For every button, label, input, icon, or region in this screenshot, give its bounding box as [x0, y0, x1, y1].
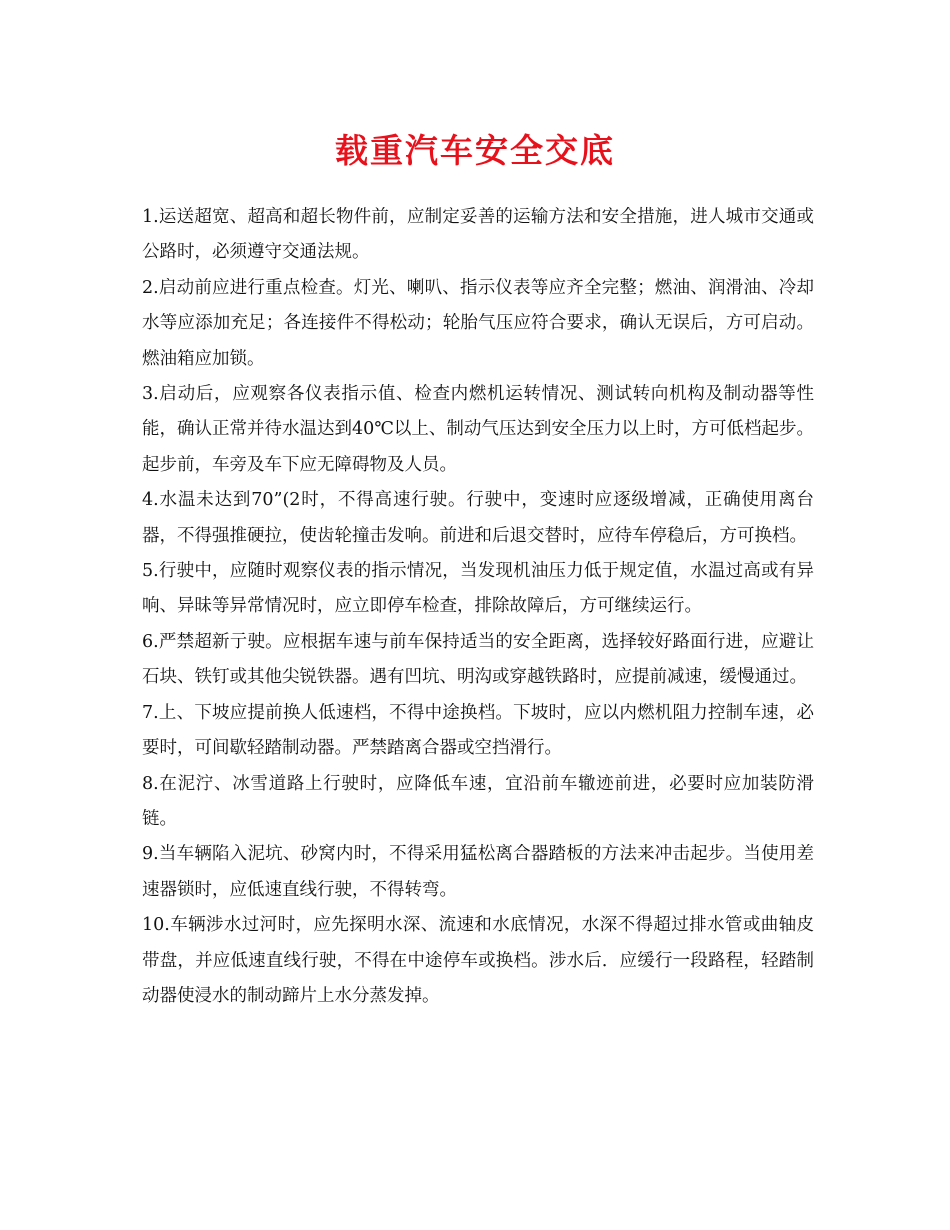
clause-10: 10.车辆涉水过河时，应先探明水深、流速和水底情况，水深不得超过排水管或曲轴皮带盘，并应低速直线行驶，不得在中途停车或换档。涉水后．应缓行一段路程，轻踏制动器使浸水的制动蹄片上水分蒸发掉。	[142, 915, 814, 1006]
clause-1: 1.运送超宽、超高和超长物件前，应制定妥善的运输方法和安全措施，进人城市交通或公路时，必须遵守交通法规。	[142, 207, 814, 263]
clause-5: 5.行驶中，应随时观察仪表的指示情况，当发现机油压力低于规定值，水温过高或有异响、异昧等异常情况时，应立即停车检查，排除故障后，方可继续运行。	[142, 561, 814, 617]
clause-2: 2.启动前应进行重点检查。灯光、喇叭、指示仪表等应齐全完整；燃油、润滑油、冷却水等应添加充足；各连接件不得松动；轮胎气压应符合要求，确认无误后，方可启动。燃油箱应加锁。	[142, 277, 814, 369]
document-title: 载重汽车安全交底	[335, 131, 615, 170]
clause-4: 4.水温未达到70”(2时，不得高速行驶。行驶中，变速时应逐级增减，正确使用离台器，不得强推硬拉，使齿轮撞击发响。前进和后退交替时，应待车停稳后，方可换档。	[142, 490, 814, 546]
clause-6: 6.严禁超新亍驶。应根据车速与前车保持适当的安全距离，选择较好路面行进，应避让石块、铁钉或其他尖锐铁器。遇有凹坑、明沟或穿越铁路时，应提前减速，缓慢通过。	[142, 631, 814, 688]
clause-3: 3.启动后，应观察各仪表指示值、检查内燃机运转情况、测试转向机构及制动器等性能，确认正常并待水温达到40℃以上、制动气压达到安全压力以上时，方可低档起步。起步前，车旁及车下应无障碍物及人员。	[142, 384, 814, 475]
clause-7: 7.上、下坡应提前换人低速档，不得中途换档。下坡时，应以内燃机阻力控制车速，必要时，可间歇轻踏制动器。严禁踏离合器或空挡滑行。	[142, 702, 814, 759]
clause-9: 9.当车辆陷入泥坑、砂窝内时，不得采用猛松离合器踏板的方法来冲击起步。当使用差速器锁时，应低速直线行驶，不得转弯。	[142, 844, 814, 900]
clause-8: 8.在泥泞、冰雪道路上行驶时，应降低车速，宜沿前车辙迹前进，必要时应加装防滑链。	[142, 773, 814, 829]
document-body	[142, 200, 814, 1014]
